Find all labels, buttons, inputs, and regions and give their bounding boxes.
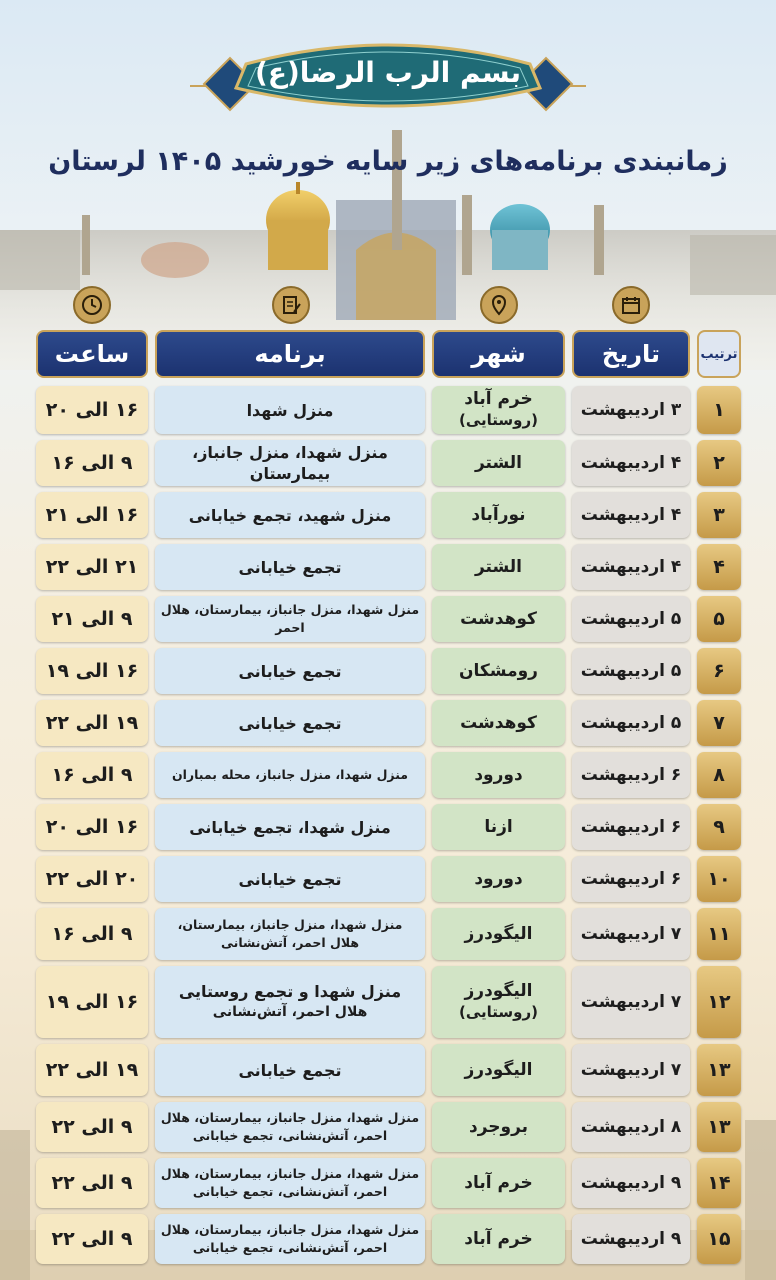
city-cell: الیگودرز bbox=[432, 908, 565, 960]
column-header-program: برنامه bbox=[155, 330, 425, 378]
program-text: منزل شهدا، منزل جانباز، بیمارستان، هلال bbox=[160, 1222, 420, 1237]
program-text: تجمع خیابانی bbox=[238, 661, 342, 681]
program-cell bbox=[155, 1158, 425, 1208]
index-cell: ۳ bbox=[697, 492, 741, 538]
city-cell bbox=[432, 966, 565, 1038]
index-cell: ۱۵ bbox=[697, 1214, 741, 1264]
date-cell: ۶ اردیبهشت bbox=[572, 804, 690, 850]
column-header-index: ترتیب bbox=[697, 330, 741, 378]
date-cell: ۷ اردیبهشت bbox=[572, 966, 690, 1038]
program-text: تجمع خیابانی bbox=[238, 713, 342, 733]
program-text: منزل شهدا، منزل جانباز، بیمارستان، هلال bbox=[160, 1110, 420, 1125]
city-cell: ازنا bbox=[432, 804, 565, 850]
city-cell: الشتر bbox=[432, 440, 565, 486]
time-cell: ۹ الی ۲۱ bbox=[36, 596, 148, 642]
city-cell: دورود bbox=[432, 752, 565, 798]
program-cell bbox=[155, 1044, 425, 1096]
time-cell: ۹ الی ۲۲ bbox=[36, 1158, 148, 1208]
city-text: الیگودرز bbox=[464, 981, 533, 1001]
table-row bbox=[0, 386, 776, 434]
program-cell bbox=[155, 648, 425, 694]
program-text: منزل شهدا، منزل جانباز، بیمارستان، هلال احمر bbox=[160, 602, 420, 635]
date-cell: ۶ اردیبهشت bbox=[572, 856, 690, 902]
program-cell bbox=[155, 1102, 425, 1152]
time-cell: ۹ الی ۲۲ bbox=[36, 1214, 148, 1264]
table-row bbox=[0, 596, 776, 642]
program-text: منزل شهید، تجمع خیابانی bbox=[188, 505, 392, 525]
program-text: تجمع خیابانی bbox=[238, 869, 342, 889]
program-text-line2: احمر، آتش‌نشانی، تجمع خیابانی bbox=[192, 1184, 388, 1199]
date-cell: ۴ اردیبهشت bbox=[572, 544, 690, 590]
time-cell: ۹ الی ۱۶ bbox=[36, 908, 148, 960]
date-cell: ۴ اردیبهشت bbox=[572, 492, 690, 538]
program-text-line2: احمر، آتش‌نشانی، تجمع خیابانی bbox=[192, 1240, 388, 1255]
time-cell: ۱۹ الی ۲۲ bbox=[36, 700, 148, 746]
table-row bbox=[0, 1158, 776, 1208]
date-cell: ۵ اردیبهشت bbox=[572, 596, 690, 642]
date-cell: ۵ اردیبهشت bbox=[572, 700, 690, 746]
index-cell: ۱ bbox=[697, 386, 741, 434]
column-header-city: شهر bbox=[432, 330, 565, 378]
index-cell: ۱۰ bbox=[697, 856, 741, 902]
date-cell: ۷ اردیبهشت bbox=[572, 1044, 690, 1096]
program-cell bbox=[155, 440, 425, 486]
index-cell: ۸ bbox=[697, 752, 741, 798]
program-cell bbox=[155, 492, 425, 538]
document-pen-icon bbox=[272, 286, 310, 324]
index-cell: ۱۱ bbox=[697, 908, 741, 960]
program-text: منزل شهدا bbox=[246, 400, 334, 420]
date-cell: ۳ اردیبهشت bbox=[572, 386, 690, 434]
index-cell: ۴ bbox=[697, 544, 741, 590]
table-row bbox=[0, 966, 776, 1038]
clock-icon bbox=[73, 286, 111, 324]
time-cell: ۲۰ الی ۲۲ bbox=[36, 856, 148, 902]
program-cell bbox=[155, 856, 425, 902]
program-cell bbox=[155, 804, 425, 850]
table-row bbox=[0, 908, 776, 960]
table-row bbox=[0, 700, 776, 746]
date-cell: ۵ اردیبهشت bbox=[572, 648, 690, 694]
column-header-time: ساعت bbox=[36, 330, 148, 378]
city-cell: نورآباد bbox=[432, 492, 565, 538]
calendar-icon bbox=[612, 286, 650, 324]
table-row bbox=[0, 544, 776, 590]
title-banner bbox=[190, 28, 586, 116]
time-cell: ۹ الی ۱۶ bbox=[36, 752, 148, 798]
city-cell: بروجرد bbox=[432, 1102, 565, 1152]
index-cell: ۶ bbox=[697, 648, 741, 694]
city-text: خرم آباد bbox=[464, 389, 533, 409]
time-cell: ۱۶ الی ۲۰ bbox=[36, 386, 148, 434]
date-cell: ۴ اردیبهشت bbox=[572, 440, 690, 486]
index-cell: ۱۲ bbox=[697, 966, 741, 1038]
date-cell: ۹ اردیبهشت bbox=[572, 1158, 690, 1208]
location-pin-icon bbox=[480, 286, 518, 324]
time-cell: ۱۶ الی ۲۰ bbox=[36, 804, 148, 850]
city-cell: الشتر bbox=[432, 544, 565, 590]
program-cell bbox=[155, 966, 425, 1038]
table-row bbox=[0, 648, 776, 694]
city-cell: خرم آباد bbox=[432, 1158, 565, 1208]
table-row bbox=[0, 1214, 776, 1264]
time-cell: ۱۶ الی ۱۹ bbox=[36, 648, 148, 694]
program-cell bbox=[155, 544, 425, 590]
city-cell: کوهدشت bbox=[432, 700, 565, 746]
index-cell: ۱۳ bbox=[697, 1102, 741, 1152]
table-row bbox=[0, 804, 776, 850]
program-cell bbox=[155, 700, 425, 746]
program-cell bbox=[155, 908, 425, 960]
city-subtext: (روستایی) bbox=[459, 1003, 538, 1021]
program-text: منزل شهدا، تجمع خیابانی bbox=[189, 817, 391, 837]
time-cell: ۱۶ الی ۲۱ bbox=[36, 492, 148, 538]
program-text-line2: احمر، آتش‌نشانی، تجمع خیابانی bbox=[192, 1128, 388, 1143]
index-cell: ۵ bbox=[697, 596, 741, 642]
program-text: منزل شهدا، منزل جانباز، محله بمباران bbox=[171, 767, 409, 782]
column-header-date: تاریخ bbox=[572, 330, 690, 378]
program-text-line2: هلال احمر، آتش‌نشانی bbox=[221, 935, 360, 950]
program-cell bbox=[155, 752, 425, 798]
table-row bbox=[0, 856, 776, 902]
date-cell: ۹ اردیبهشت bbox=[572, 1214, 690, 1264]
banner-title: بسم الرب الرضا(ع) bbox=[255, 55, 521, 89]
table-row bbox=[0, 1044, 776, 1096]
program-cell bbox=[155, 596, 425, 642]
program-text: منزل شهدا و تجمع روستایی bbox=[178, 982, 402, 1001]
program-cell bbox=[155, 1214, 425, 1264]
date-cell: ۶ اردیبهشت bbox=[572, 752, 690, 798]
table-row bbox=[0, 492, 776, 538]
program-cell bbox=[155, 386, 425, 434]
city-cell: الیگودرز bbox=[432, 1044, 565, 1096]
time-cell: ۲۱ الی ۲۲ bbox=[36, 544, 148, 590]
index-cell: ۱۴ bbox=[697, 1158, 741, 1208]
program-text: منزل شهدا، منزل جانباز، بیمارستان bbox=[192, 443, 388, 483]
date-cell: ۷ اردیبهشت bbox=[572, 908, 690, 960]
program-text: منزل شهدا، منزل جانباز، بیمارستان، bbox=[177, 917, 403, 932]
city-cell: خرم آباد bbox=[432, 1214, 565, 1264]
time-cell: ۱۹ الی ۲۲ bbox=[36, 1044, 148, 1096]
table-row bbox=[0, 1102, 776, 1152]
time-cell: ۹ الی ۲۲ bbox=[36, 1102, 148, 1152]
program-text: تجمع خیابانی bbox=[238, 1060, 342, 1080]
table-row bbox=[0, 752, 776, 798]
index-cell: ۹ bbox=[697, 804, 741, 850]
city-subtext: (روستایی) bbox=[459, 411, 538, 429]
program-text: منزل شهدا، منزل جانباز، بیمارستان، هلال bbox=[160, 1166, 420, 1181]
date-cell: ۸ اردیبهشت bbox=[572, 1102, 690, 1152]
city-cell: کوهدشت bbox=[432, 596, 565, 642]
city-cell: دورود bbox=[432, 856, 565, 902]
time-cell: ۹ الی ۱۶ bbox=[36, 440, 148, 486]
program-text: تجمع خیابانی bbox=[238, 557, 342, 577]
program-text-line2: هلال احمر، آتش‌نشانی bbox=[212, 1004, 368, 1020]
table-row bbox=[0, 440, 776, 486]
time-cell: ۱۶ الی ۱۹ bbox=[36, 966, 148, 1038]
index-cell: ۱۳ bbox=[697, 1044, 741, 1096]
index-cell: ۷ bbox=[697, 700, 741, 746]
page-title: زمانبندی برنامه‌های زیر سایه خورشید ۱۴۰۵ لرستان bbox=[48, 146, 728, 177]
city-cell bbox=[432, 386, 565, 434]
index-cell: ۲ bbox=[697, 440, 741, 486]
city-cell: رومشکان bbox=[432, 648, 565, 694]
